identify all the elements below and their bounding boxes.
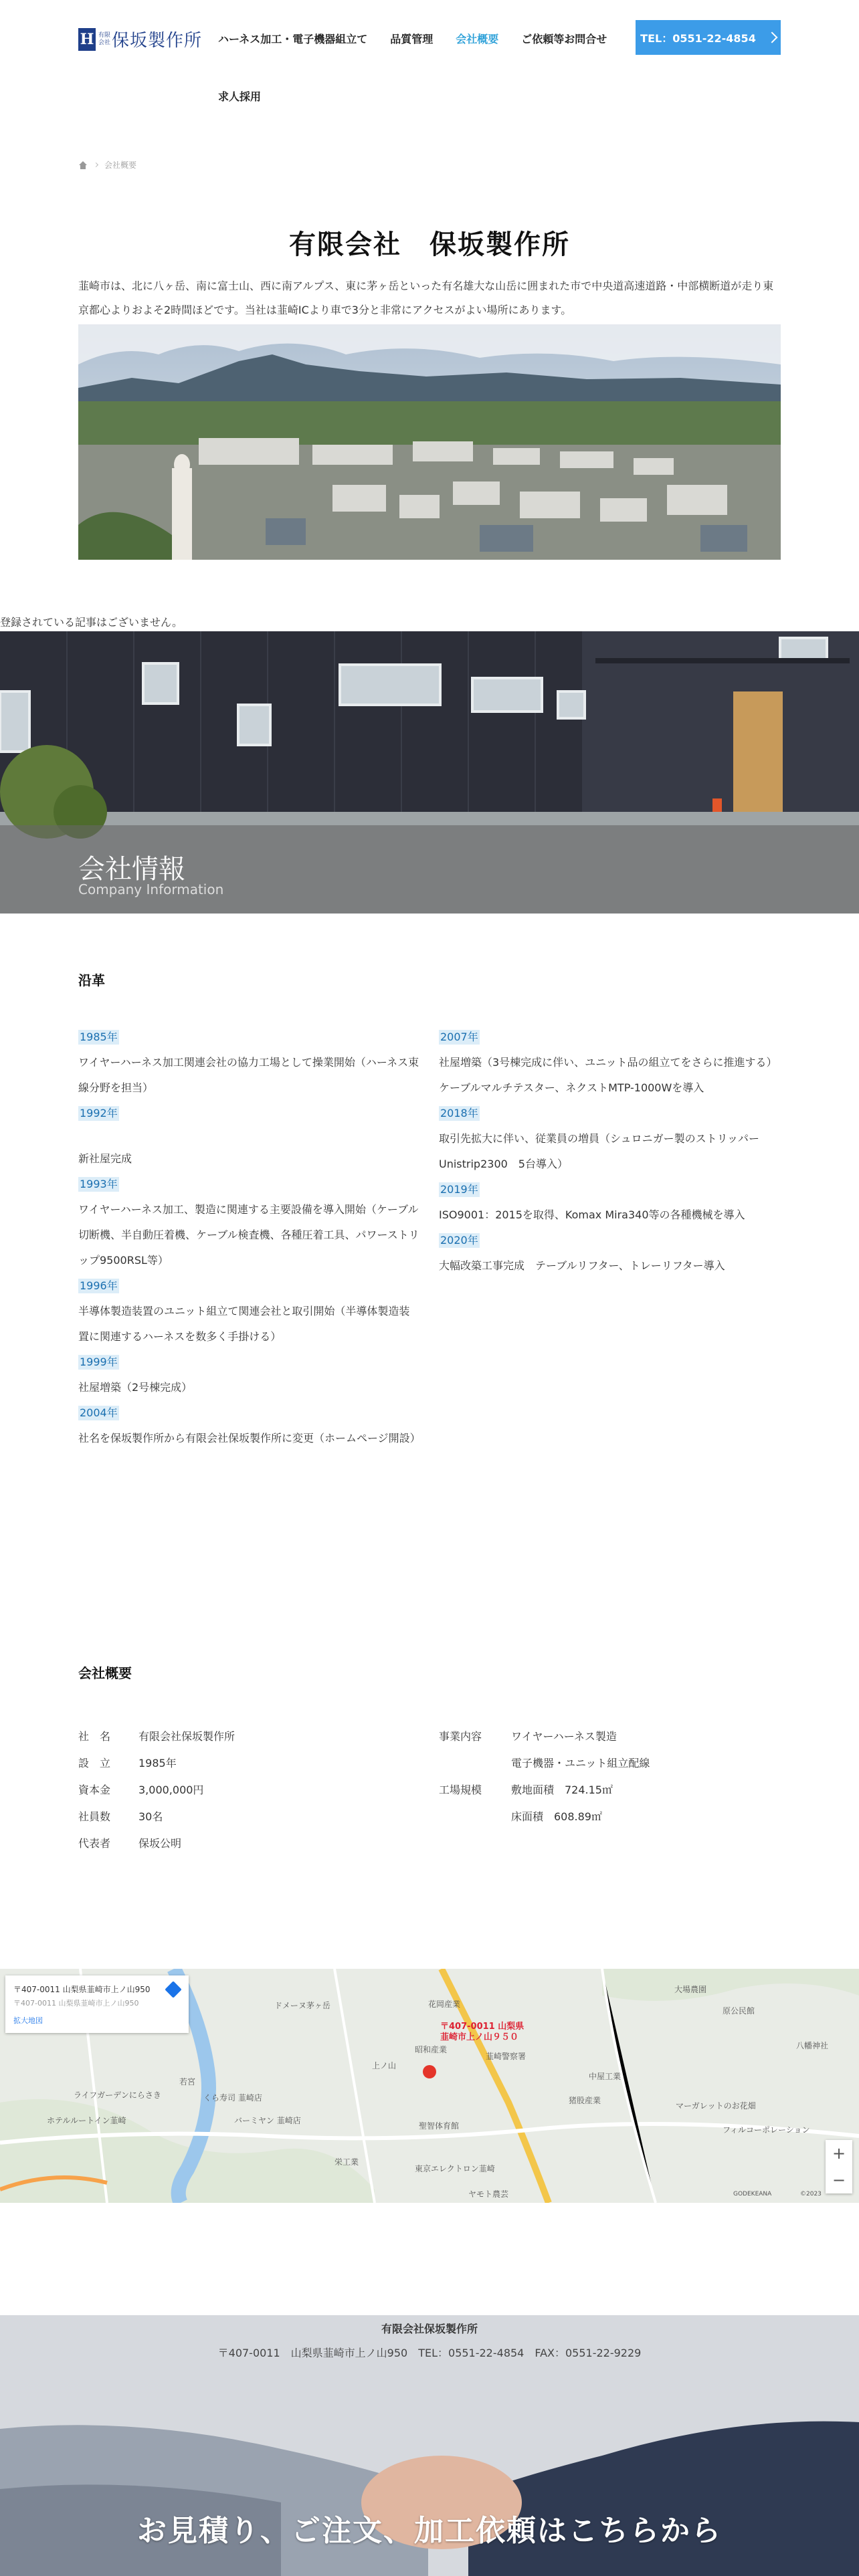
map-enlarge-link[interactable]: 拡大地図	[13, 2016, 43, 2025]
overview-row	[78, 1808, 163, 1824]
home-icon[interactable]	[78, 161, 88, 169]
overview-row	[78, 1728, 235, 1743]
main-nav	[218, 31, 630, 46]
overview-label: 設 立	[78, 1757, 111, 1769]
overview-label: 社 名	[78, 1730, 111, 1743]
overview-value: 保坂公明	[138, 1837, 182, 1850]
history-year: 1992年	[80, 1107, 118, 1119]
footer-address: 〒407-0011 山梨県韮崎市上ノ山950 TEL：0551-22-4854 FAX：0551-22-9229	[217, 2347, 642, 2359]
no-articles-text: 登録されている記事はございません。	[0, 616, 183, 629]
site-header	[0, 0, 859, 107]
overview-row	[439, 1755, 650, 1770]
map-label: ドメーヌ茅ヶ岳	[274, 2001, 330, 2010]
map-label: バーミヤン 韮崎店	[234, 2116, 301, 2125]
map-label: 原公民館	[723, 2006, 755, 2016]
map-zoom-controls	[826, 2140, 852, 2193]
overview-row	[78, 1782, 203, 1797]
history-title: 沿革	[78, 972, 105, 988]
history-text: 取引先拡大に伴い、従業員の増員（シュロニガー製のストリッパーUnistrip2300 5台導入）	[439, 1132, 760, 1170]
overview-value: 30名	[138, 1810, 163, 1823]
map-label: 東京エレクトロン韮崎	[415, 2164, 495, 2173]
history-text: 社名を保坂製作所から有限会社保坂製作所に変更（ホームページ開設）	[78, 1432, 421, 1444]
breadcrumb	[78, 159, 136, 171]
history-entry	[78, 1279, 419, 1350]
map-label: 花岡産業	[428, 2000, 461, 2009]
history-year: 1996年	[80, 1279, 118, 1292]
map-label: 上ノ山	[372, 2061, 397, 2070]
history-year: 2018年	[440, 1107, 478, 1119]
intro-text: 韮崎市は、北に八ヶ岳、南に富士山、西に南アルプス、東に茅ヶ岳といった有名雄大な山岳に囲まれた市で中央道高速道路・中部横断道が走り東京都心よりおよそ2時間ほどです。当社は韮崎ICより車で3分と非常にアクセスがよい場所にあります。	[78, 280, 774, 316]
overview-title: 会社概要	[78, 1665, 132, 1681]
chevron-right-icon	[766, 32, 777, 43]
history-left-column	[78, 1030, 419, 1451]
map-label: 八幡神社	[796, 2041, 829, 2050]
history-text: ISO9001：2015を取得、Komax Mira340等の各種機械を導入	[439, 1208, 745, 1221]
map-card-title: 〒407-0011 山梨県韮崎市上ノ山950	[13, 1985, 151, 1994]
overview-label: 事業内容	[439, 1730, 482, 1743]
map-card-subtitle: 〒407-0011 山梨県韮崎市上ノ山950	[13, 1999, 139, 2008]
history-entry	[78, 1177, 419, 1273]
map-label: ヤモト農芸	[468, 2189, 509, 2199]
overview-label: 資本金	[78, 1784, 111, 1796]
overview-label	[439, 1755, 511, 1770]
map-label: くら寿司 韮崎店	[203, 2093, 262, 2103]
zoom-in-button[interactable]: +	[832, 2144, 846, 2163]
history-year: 2020年	[440, 1234, 478, 1247]
overview-row	[439, 1728, 617, 1743]
history-right-column	[439, 1030, 780, 1279]
map-pin-label	[440, 2022, 524, 2043]
history-text: 半導体製造装置のユニット組立て関連会社と取引開始（半導体製造装置に関連するハーネスを数多く手掛ける）	[78, 1305, 410, 1343]
history-year: 2004年	[80, 1406, 118, 1419]
overview-value: 有限会社保坂製作所	[138, 1730, 235, 1743]
map-label: 若宮	[179, 2077, 196, 2086]
overview-value: 電子機器・ユニット組立配線	[511, 1757, 650, 1769]
city-photo	[78, 324, 781, 560]
map-pin-label-line: 〒407-0011 山梨県	[440, 2022, 524, 2032]
history-year: 2019年	[440, 1183, 478, 1196]
overview-value: 敷地面積 724.15㎡	[511, 1784, 613, 1796]
overview-value: ワイヤーハーネス製造	[511, 1730, 617, 1743]
company-info-subtitle: Company Information	[78, 881, 224, 897]
history-entry	[439, 1106, 780, 1177]
history-text: 社屋増築（3号棟完成に伴い、ユニット品の組立てをさらに推進する）ケーブルマルチテスター、ネクストMTP-1000Wを導入	[439, 1056, 777, 1094]
history-entry	[78, 1355, 419, 1400]
map-label: マーガレットのお花畑	[676, 2101, 756, 2111]
overview-label: 代表者	[78, 1837, 111, 1850]
footer-cta[interactable]: お見積り、ご注文、加工依頼はこちらから	[137, 2514, 722, 2548]
map-label: ライフガーデンにらさき	[74, 2090, 161, 2100]
history-entry	[439, 1233, 780, 1279]
history-entry	[439, 1182, 780, 1228]
logo-small-text: 有限会社	[98, 31, 111, 46]
overview-label: 社員数	[78, 1810, 111, 1823]
overview-row	[439, 1808, 602, 1824]
map-label: 昭和産業	[415, 2045, 448, 2054]
map-label: ホテルルートイン韮崎	[47, 2116, 126, 2125]
breadcrumb-current: 会社概要	[104, 160, 137, 170]
overview-row	[78, 1835, 181, 1850]
map-label: 聖智体育館	[419, 2121, 460, 2131]
nav-item-harness[interactable]: ハーネス加工・電子機器組立て	[218, 33, 368, 45]
tel-button[interactable]	[636, 20, 781, 55]
logo-name: 保坂製作所	[112, 31, 203, 51]
history-year: 2007年	[440, 1031, 478, 1043]
nav-item-recruit[interactable]: 求人採用	[218, 90, 262, 103]
history-entry	[78, 1406, 419, 1451]
history-year: 1985年	[80, 1031, 118, 1043]
footer-company-name: 有限会社保坂製作所	[381, 2323, 478, 2335]
history-entry	[78, 1106, 419, 1172]
map-label: フィルコーポレーション	[723, 2125, 810, 2135]
history-year: 1999年	[80, 1356, 118, 1368]
overview-value: 床面積 608.89㎡	[511, 1810, 602, 1823]
zoom-out-button[interactable]: −	[832, 2171, 846, 2189]
map-label: 韮崎警察署	[486, 2052, 527, 2061]
overview-value: 3,000,000円	[138, 1784, 204, 1796]
map-info-card	[5, 1975, 189, 2033]
chevron-right-icon	[94, 163, 98, 167]
history-entry	[78, 1030, 419, 1101]
map-label: 栄工業	[335, 2157, 359, 2167]
map-pin-label-line: 韮崎市上ノ山９５０	[440, 2032, 519, 2042]
map-label: 大場農園	[674, 1985, 707, 1994]
history-text: ワイヤーハーネス加工、製造に関連する主要設備を導入開始（ケーブル切断機、半自動圧着機、ケーブル検査機、各種圧着工具、パワーストリップ9500RSL等）	[78, 1203, 419, 1267]
tel-button-label: TEL：0551-22-4854	[640, 31, 756, 45]
site-logo[interactable]	[78, 27, 202, 51]
google-map[interactable]	[0, 1969, 859, 2203]
map-label: 猪股産業	[569, 2096, 601, 2105]
company-info-title: 会社情報	[78, 854, 185, 885]
nav-item-company[interactable]: 会社概要	[456, 33, 499, 45]
history-text: 新社屋完成	[78, 1152, 132, 1165]
map-label: GODEKEANA	[733, 2191, 772, 2197]
nav-item-quality[interactable]: 品質管理	[390, 33, 434, 45]
page-title: 有限会社 保坂製作所	[289, 229, 570, 260]
overview-row	[439, 1782, 613, 1797]
overview-label: 工場規模	[439, 1784, 482, 1796]
history-entry	[439, 1030, 780, 1101]
overview-value: 1985年	[138, 1757, 177, 1769]
history-text: ワイヤーハーネス加工関連会社の協力工場として操業開始（ハーネス束線分野を担当）	[78, 1056, 419, 1094]
nav-item-contact[interactable]: ご依頼等お問合せ	[521, 33, 607, 45]
logo-mark-icon: H	[78, 28, 96, 51]
map-label: 中屋工業	[589, 2072, 622, 2081]
history-text: 社屋増築（2号棟完成）	[78, 1381, 193, 1394]
map-label: ©2023	[800, 2191, 822, 2197]
overview-row	[78, 1755, 177, 1770]
overview-label	[439, 1808, 511, 1824]
history-year: 1993年	[80, 1178, 118, 1190]
history-text: 大幅改築工事完成 テーブルリフター、トレーリフター導入	[439, 1259, 725, 1272]
